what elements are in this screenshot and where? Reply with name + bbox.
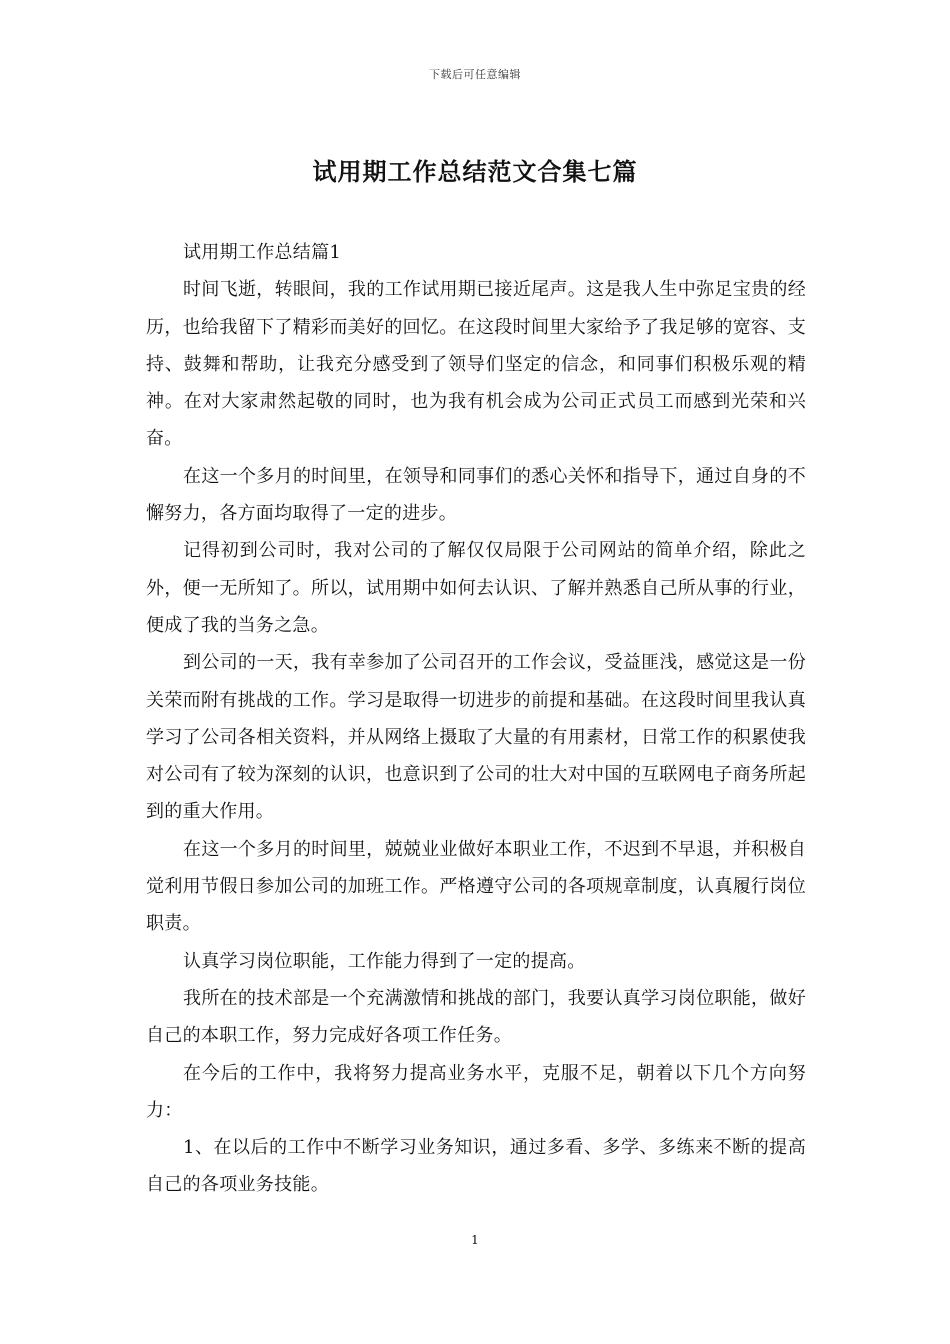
paragraph: 时间飞逝，转眼间，我的工作试用期已接近尾声。这是我人生中弥足宝贵的经历，也给我留下了精彩而美好的回忆。在这段时间里大家给予了我足够的宽容、支持、鼓舞和帮助，让我充分感受到了领导们坚定的信念，和同事们积极乐观的精神。在对大家肃然起敬的同时，也为我有机会成为公司正式员工而感到光荣和兴奋。 bbox=[146, 279, 806, 450]
paragraph: 在这一个多月的时间里，在领导和同事们的悉心关怀和指导下，通过自身的不懈努力，各方面均取得了一定的进步。 bbox=[146, 465, 806, 525]
page-number: 1 bbox=[471, 1233, 479, 1247]
paragraph: 我所在的技术部是一个充满激情和挑战的部门，我要认真学习岗位职能，做好自己的本职工作，努力完成好各项工作任务。 bbox=[146, 987, 806, 1047]
document-title: 试用期工作总结范文合集七篇 bbox=[312, 157, 638, 186]
header-note: 下载后可任意编辑 bbox=[429, 68, 521, 81]
paragraph: 在今后的工作中，我将努力提高业务水平，克服不足，朝着以下几个方向努力： bbox=[146, 1062, 806, 1121]
section-heading: 试用期工作总结篇1 bbox=[183, 242, 342, 263]
document-body bbox=[146, 234, 806, 1204]
paragraph: 记得初到公司时，我对公司的了解仅仅局限于公司网站的简单介绍，除此之外，便一无所知了。所以，试用期中如何去认识、了解并熟悉自己所从事的行业，便成了我的当务之急。 bbox=[146, 540, 806, 636]
paragraph: 到公司的一天，我有幸参加了公司召开的工作会议，受益匪浅，感觉这是一份关荣而附有挑战的工作。学习是取得一切进步的前提和基础。在这段时间里我认真学习了公司各相关资料，并从网络上摄取了大量的有用素材，日常工作的积累使我对公司有了较为深刻的认识，也意识到了公司的壮大对中国的互联网电子商务所起到的重大作用。 bbox=[146, 652, 806, 823]
paragraph: 认真学习岗位职能，工作能力得到了一定的提高。 bbox=[183, 950, 586, 972]
list-item: 1、在以后的工作中不断学习业务知识，通过多看、多学、多练来不断的提高自己的各项业务技能。 bbox=[146, 1137, 806, 1196]
paragraph: 在这一个多月的时间里，兢兢业业做好本职业工作，不迟到不早退，并积极自觉利用节假日参加公司的加班工作。严格遵守公司的各项规章制度，认真履行岗位职责。 bbox=[146, 838, 806, 935]
